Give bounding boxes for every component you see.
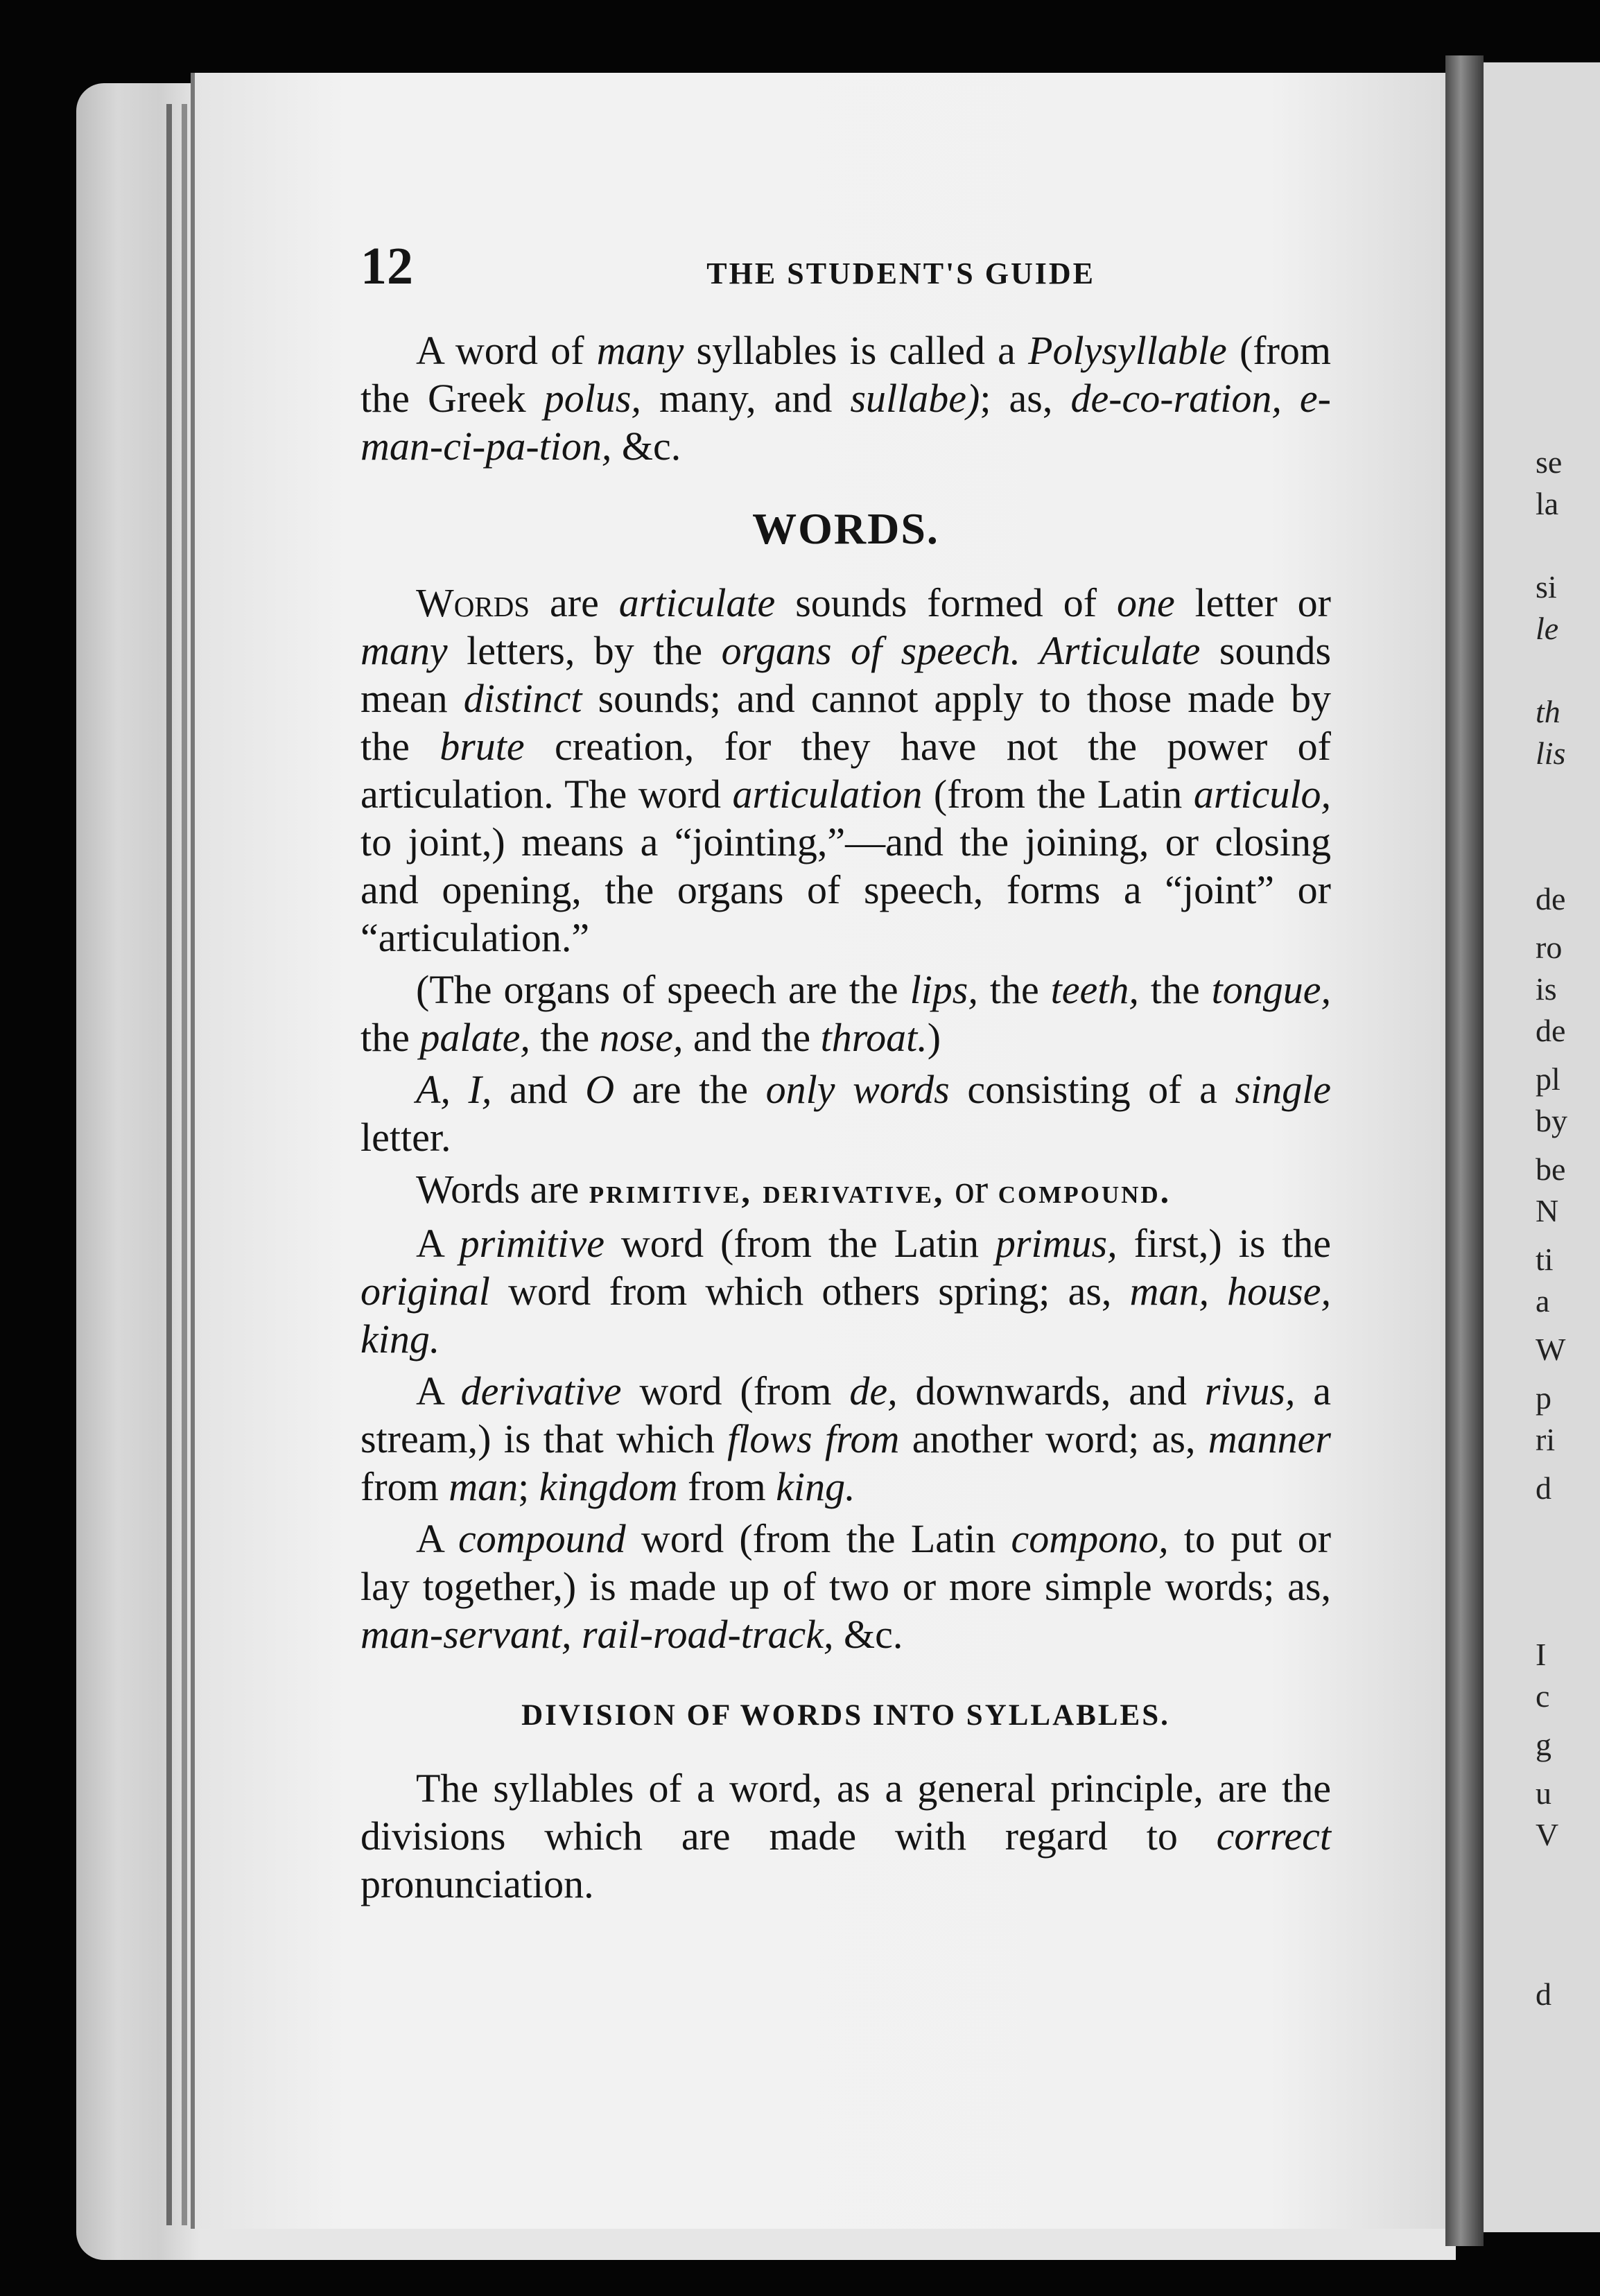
paragraph-compound: A compound word (from the Latin compono, to put or lay together,) is made up of two or more simple words; as, man-servant, rail-road-track, &c. — [360, 1516, 1332, 1657]
facing-page-fragment: de — [1536, 881, 1566, 916]
running-title: THE STUDENT'S GUIDE — [706, 256, 1095, 290]
facing-page-fragment: se — [1536, 444, 1563, 480]
page-number: 12 — [360, 237, 413, 295]
page-edge-line — [182, 104, 187, 2225]
paragraph-polysyllable: A word of many syllables is called a Polysyllable (from the Greek polus, many, and sullabe); as, de-co-ration, e-man-ci-pa-tion, &c. — [360, 328, 1331, 469]
section-title: WORDS. — [752, 504, 939, 553]
facing-page-fragment: p — [1536, 1380, 1551, 1416]
facing-page-fragment: lis — [1536, 736, 1566, 771]
paragraph-derivative: A derivative word (from de, downwards, and rivus, a stream,) is that which flows from another word; as, manner from man; kingdom from king. — [360, 1368, 1331, 1509]
facing-page-fragment: is — [1536, 971, 1557, 1007]
facing-page-fragment: si — [1536, 569, 1557, 605]
facing-page-fragment: le — [1536, 611, 1559, 646]
paragraph-word-kinds: Words are primitive, derivative, or compound. — [416, 1167, 1172, 1212]
page-content — [360, 237, 1332, 1912]
facing-page-fragment: W — [1536, 1332, 1566, 1367]
facing-page-fragment: by — [1536, 1103, 1567, 1138]
paragraph-organs: (The organs of speech are the lips, the teeth, the tongue, the palate, the nose, and the throat.) — [360, 967, 1332, 1060]
facing-page-fragment: ro — [1536, 930, 1563, 965]
facing-page-fragment: be — [1536, 1151, 1566, 1187]
facing-page-fragment: g — [1536, 1727, 1551, 1762]
facing-page-fragment: I — [1536, 1637, 1547, 1672]
facing-page-fragment: u — [1536, 1775, 1551, 1811]
facing-page-fragment: a — [1536, 1283, 1550, 1319]
paragraph-words: Words are articulate sounds formed of one letter or many letters, by the organs of speech. Articulate sounds mean distinct sounds; and cannot apply to those made by the brute creation, for they have not the power of articulation. The word articulation (from the Latin articulo, to joint,) means a “jointing,”—and the joining, or closing and opening, the organs of speech, forms a “joint” or “articulation.” — [360, 580, 1332, 960]
page-header — [360, 237, 1331, 297]
page-edge-line — [166, 104, 172, 2225]
facing-page-fragment: c — [1536, 1678, 1550, 1714]
facing-page-fragment: d — [1536, 1976, 1551, 2012]
paragraph-syllables: The syllables of a word, as a general principle, are the divisions which are made with regard to correct pronunciation. — [360, 1766, 1331, 1906]
facing-page-fragment: la — [1536, 486, 1559, 521]
facing-page-fragment: ti — [1536, 1242, 1554, 1277]
facing-page-fragment: N — [1536, 1193, 1559, 1228]
facing-page-fragment: de — [1536, 1013, 1566, 1048]
facing-page-fragment: V — [1536, 1817, 1559, 1852]
paragraph-single-letter: A, I, and O are the only words consisting of a single letter. — [360, 1067, 1331, 1160]
facing-page-fragment: pl — [1536, 1061, 1560, 1097]
paragraph-primitive: A primitive word (from the Latin primus, first,) is the original word from which others spring; as, man, house, king. — [360, 1221, 1332, 1362]
facing-page-fragment: ri — [1536, 1422, 1556, 1457]
facing-page-fragment: d — [1536, 1470, 1551, 1506]
facing-page — [1484, 62, 1600, 2232]
subheading: DIVISION OF WORDS INTO SYLLABLES. — [521, 1699, 1170, 1732]
facing-page-fragment: th — [1536, 694, 1560, 729]
book-gutter — [1445, 55, 1484, 2246]
